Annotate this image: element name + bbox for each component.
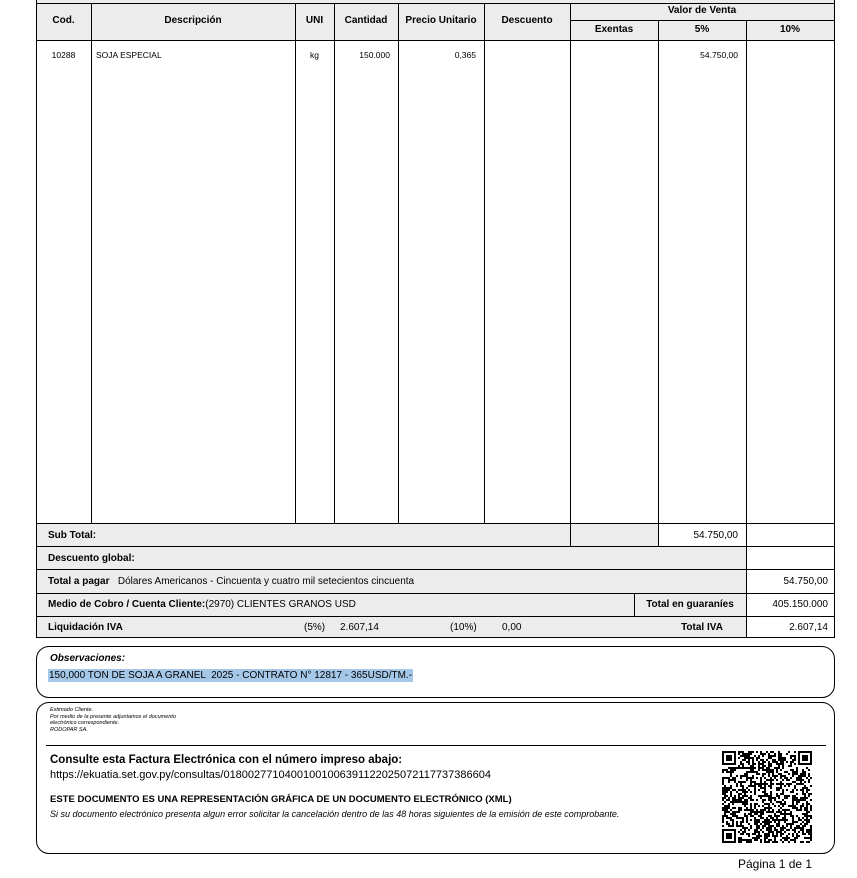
- iva5-value: 2.607,14: [340, 622, 379, 633]
- row-precio-unitario: 0,365: [454, 50, 476, 60]
- total-pagar-line: [48, 576, 414, 587]
- row-uni: kg: [310, 50, 319, 60]
- header-precio-unitario: Precio Unitario: [405, 15, 477, 26]
- total-iva-value: 2.607,14: [789, 622, 828, 633]
- header-cantidad: Cantidad: [344, 15, 388, 26]
- header-descuento: Descuento: [501, 15, 553, 26]
- error-note: Si su documento electrónico presenta algun error solicitar la cancelación dentro de las 48 horas siguientes de la emisión de este comprobante.: [50, 809, 620, 819]
- descuento-global-label: Descuento global:: [48, 553, 135, 564]
- observaciones-text[interactable]: 150,000 TON DE SOJA A GRANEL 2025 - CONTRATO N° 12817 - 365USD/TM.-: [49, 670, 413, 681]
- subtotal-label: Sub Total:: [48, 530, 97, 541]
- observaciones-label: Observaciones:: [50, 653, 126, 664]
- header-iva5: 5%: [694, 24, 710, 35]
- total-pagar-label: Total a pagar: [48, 576, 110, 587]
- iva5-label: (5%): [304, 622, 326, 633]
- greeting-line: Estimado Cliente.: [50, 707, 94, 713]
- header-valor-venta: Valor de Venta: [667, 5, 737, 16]
- total-guaranies-value: 405.150.000: [772, 599, 828, 610]
- header-uni: UNI: [305, 15, 324, 26]
- iva10-label: (10%): [450, 622, 477, 633]
- total-pagar-words: Dólares Americanos - Cincuenta y cuatro mil setecientos cincuenta: [117, 576, 415, 587]
- row-cantidad: 150.000: [359, 50, 390, 60]
- iva10-value: 0,00: [502, 622, 522, 633]
- qr-code: [722, 751, 812, 843]
- total-guaranies-label: Total en guaraníes: [646, 599, 734, 610]
- row-iva5: 54.750,00: [700, 50, 738, 60]
- header-cod: Cod.: [52, 15, 75, 26]
- medio-cobro-value: (2970) CLIENTES GRANOS USD: [205, 599, 356, 610]
- greeting-line: Por medio de la presente adjuntamos el documento: [50, 713, 176, 720]
- ekuatia-url[interactable]: https://ekuatia.set.gov.py/consultas/01800277104001001006391122025072117737386604: [50, 769, 491, 781]
- liquidacion-iva-label: Liquidación IVA: [48, 622, 123, 633]
- header-exentas: Exentas: [594, 24, 634, 35]
- header-descripcion: Descripción: [164, 15, 222, 26]
- greeting-block: [50, 707, 176, 733]
- total-iva-label: Total IVA: [681, 622, 723, 633]
- row-cod: 10288: [51, 50, 76, 60]
- page-number: Página 1 de 1: [738, 857, 813, 871]
- medio-cobro-label: Medio de Cobro / Cuenta Cliente:: [48, 599, 206, 610]
- consulte-heading: Consulte esta Factura Electrónica con el número impreso abajo:: [50, 754, 403, 766]
- greeting-line: electrónico correspondiente.: [50, 720, 120, 727]
- greeting-line: RODOPAR SA.: [50, 726, 88, 733]
- subtotal-iva5: 54.750,00: [693, 530, 738, 541]
- medio-cobro-line: [48, 599, 356, 610]
- header-iva10: 10%: [779, 24, 800, 35]
- total-pagar-value: 54.750,00: [783, 576, 828, 587]
- row-descripcion: SOJA ESPECIAL: [96, 50, 162, 60]
- representacion-grafica: ESTE DOCUMENTO ES UNA REPRESENTACIÓN GRÁFICA DE UN DOCUMENTO ELECTRÓNICO (XML): [50, 794, 512, 805]
